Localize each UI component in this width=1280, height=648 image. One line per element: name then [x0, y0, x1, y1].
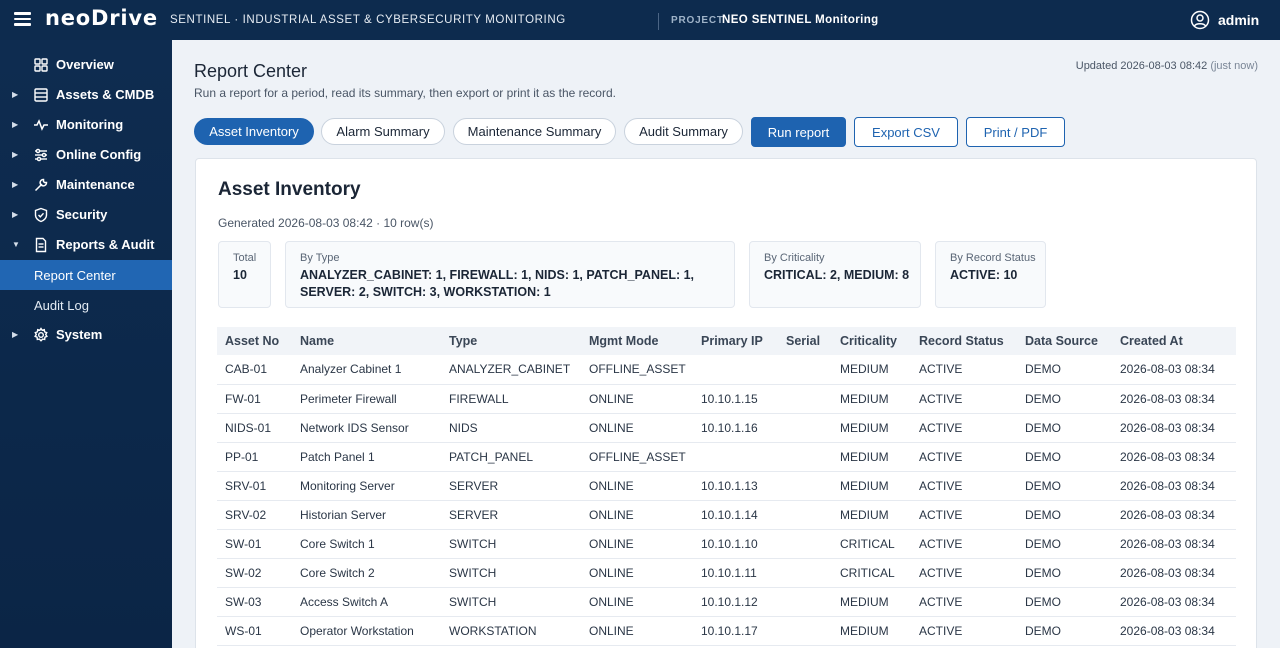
summary-by-record-status: [935, 241, 1046, 308]
table-cell: 10.10.1.12: [701, 594, 758, 609]
table-cell: [778, 587, 832, 616]
table-cell: Analyzer Cabinet 1: [300, 362, 402, 377]
table-cell: ANALYZER_CABINET: [449, 362, 571, 377]
summary-by-type: [285, 241, 735, 308]
table-row[interactable]: [217, 558, 1236, 587]
sidebar-item-overview[interactable]: [0, 50, 172, 80]
table-row[interactable]: [217, 413, 1236, 442]
caret-right-icon: ▶: [12, 210, 19, 219]
table-cell: SWITCH: [449, 594, 497, 609]
page-title: Report Center: [194, 61, 308, 81]
summary-value: CRITICAL: 2, MEDIUM: 8: [764, 268, 910, 282]
table-cell: DEMO: [1025, 565, 1061, 580]
table-cell: CAB-01: [225, 362, 268, 377]
table-cell: 2026-08-03 08:34: [1120, 362, 1215, 377]
sidebar-subitem-label: Audit Log: [34, 298, 89, 313]
table-cell: [778, 500, 832, 529]
column-header[interactable]: Created At: [1120, 334, 1183, 348]
updated-note: (just now): [1210, 60, 1258, 72]
sidebar-item-assets[interactable]: [0, 80, 172, 110]
table-cell: MEDIUM: [840, 391, 889, 406]
table-cell: DEMO: [1025, 420, 1061, 435]
column-header[interactable]: Mgmt Mode: [589, 334, 659, 348]
sliders-icon: [33, 147, 49, 163]
table-cell: ACTIVE: [919, 420, 963, 435]
table-cell: 10.10.1.10: [701, 536, 758, 551]
table-cell: PATCH_PANEL: [449, 449, 534, 464]
table-cell: DEMO: [1025, 594, 1061, 609]
column-header[interactable]: Serial: [786, 334, 821, 348]
table-cell: Monitoring Server: [300, 478, 395, 493]
column-header[interactable]: Data Source: [1025, 334, 1098, 348]
table-cell: ONLINE: [589, 420, 634, 435]
table-cell: ACTIVE: [919, 391, 963, 406]
sidebar-item-label: Security: [56, 207, 108, 222]
brand-logo[interactable]: neoDrive: [45, 6, 158, 30]
table-cell: [778, 616, 832, 645]
table-cell: ACTIVE: [919, 565, 963, 580]
table-cell: ACTIVE: [919, 623, 963, 638]
table-cell: SRV-02: [225, 507, 267, 522]
table-cell: [778, 529, 832, 558]
table-cell: Perimeter Firewall: [300, 391, 397, 406]
table-cell: OFFLINE_ASSET: [589, 362, 686, 377]
table-cell: ACTIVE: [919, 362, 963, 377]
updated-text: Updated 2026-08-03 08:42: [1075, 60, 1208, 72]
summary-total: [218, 241, 271, 308]
summary-label: By Type: [300, 252, 340, 264]
summary-value: ACTIVE: 10: [950, 268, 1018, 282]
database-icon: [33, 87, 49, 103]
table-row[interactable]: [217, 529, 1236, 558]
table-cell: [778, 558, 832, 587]
table-cell: 2026-08-03 08:34: [1120, 623, 1215, 638]
wrench-icon: [33, 177, 49, 193]
table-cell: 2026-08-03 08:34: [1120, 536, 1215, 551]
table-cell: CRITICAL: [840, 565, 895, 580]
table-cell: SW-02: [225, 565, 262, 580]
table-cell: DEMO: [1025, 362, 1061, 377]
table-cell: [778, 413, 832, 442]
column-header[interactable]: Record Status: [919, 334, 1004, 348]
summary-by-criticality: [749, 241, 921, 308]
column-header[interactable]: Criticality: [840, 334, 897, 348]
table-cell: DEMO: [1025, 478, 1061, 493]
table-cell: ONLINE: [589, 507, 634, 522]
grid-icon: [33, 57, 49, 73]
table-row[interactable]: [217, 355, 1236, 384]
table-cell: SW-03: [225, 594, 262, 609]
sidebar-subitem-audit-log[interactable]: [0, 290, 172, 320]
table-cell: 10.10.1.13: [701, 478, 758, 493]
table-cell: [693, 442, 778, 471]
table-cell: SRV-01: [225, 478, 267, 493]
tab-maintenance-summary[interactable]: Maintenance Summary: [453, 118, 616, 145]
table-cell: [693, 355, 778, 384]
tab-asset-inventory[interactable]: Asset Inventory: [194, 118, 314, 145]
caret-right-icon: ▶: [12, 330, 19, 339]
table-cell: 2026-08-03 08:34: [1120, 449, 1215, 464]
column-header[interactable]: Name: [300, 334, 335, 348]
summary-value: 10: [233, 268, 247, 282]
sidebar-item-label: Overview: [56, 57, 114, 72]
table-cell: WS-01: [225, 623, 262, 638]
user-icon: [1190, 10, 1210, 30]
sidebar-item-reports-audit[interactable]: [0, 230, 172, 260]
print-pdf-button[interactable]: Print / PDF: [966, 117, 1065, 147]
table-cell: FIREWALL: [449, 391, 509, 406]
table-cell: DEMO: [1025, 449, 1061, 464]
table-cell: DEMO: [1025, 507, 1061, 522]
caret-right-icon: ▶: [12, 120, 19, 129]
sidebar-item-label: Online Config: [56, 147, 142, 162]
table-cell: CRITICAL: [840, 536, 895, 551]
column-header[interactable]: Asset No: [225, 334, 280, 348]
table-cell: 2026-08-03 08:34: [1120, 565, 1215, 580]
table-cell: [778, 442, 832, 471]
table-cell: 2026-08-03 08:34: [1120, 420, 1215, 435]
divider: [658, 13, 659, 30]
table-cell: 10.10.1.15: [701, 391, 758, 406]
table-cell: [778, 355, 832, 384]
table-cell: WORKSTATION: [449, 623, 537, 638]
table-cell: Network IDS Sensor: [300, 420, 409, 435]
table-cell: ONLINE: [589, 391, 634, 406]
table-row[interactable]: [217, 500, 1236, 529]
table-cell: NIDS: [449, 420, 478, 435]
table-cell: Core Switch 2: [300, 565, 375, 580]
project-name[interactable]: NEO SENTINEL Monitoring: [722, 14, 879, 26]
sidebar-item-label: Reports & Audit: [56, 237, 155, 252]
sidebar-item-system[interactable]: [0, 320, 172, 350]
user-name: admin: [1218, 12, 1260, 28]
sidebar-item-maintenance[interactable]: [0, 170, 172, 200]
sidebar-subitem-label: Report Center: [34, 268, 116, 283]
table-cell: Patch Panel 1: [300, 449, 375, 464]
sidebar-item-security[interactable]: [0, 200, 172, 230]
table-row[interactable]: [217, 471, 1236, 500]
table-cell: MEDIUM: [840, 478, 889, 493]
table-cell: SERVER: [449, 507, 499, 522]
project-label: PROJECT: [671, 15, 724, 26]
updated-timestamp: [1076, 60, 1258, 72]
table-cell: Historian Server: [300, 507, 387, 522]
caret-down-icon: ▼: [12, 240, 20, 249]
table-cell: MEDIUM: [840, 420, 889, 435]
sidebar-item-online-config[interactable]: [0, 140, 172, 170]
menu-icon[interactable]: [14, 12, 31, 26]
report-table: [217, 327, 1236, 646]
table-cell: Core Switch 1: [300, 536, 375, 551]
sidebar: [0, 40, 172, 648]
report-card: [195, 158, 1257, 648]
column-header[interactable]: Type: [449, 334, 478, 348]
table-cell: ACTIVE: [919, 449, 963, 464]
table-cell: 10.10.1.16: [701, 420, 758, 435]
column-header[interactable]: Primary IP: [701, 334, 763, 348]
table-row[interactable]: [217, 442, 1236, 471]
table-cell: ACTIVE: [919, 536, 963, 551]
table-cell: SW-01: [225, 536, 262, 551]
table-cell: 2026-08-03 08:34: [1120, 507, 1215, 522]
sidebar-item-label: Monitoring: [56, 117, 124, 132]
page-description: Run a report for a period, read its summary, then export or print it as the record.: [194, 86, 616, 100]
table-cell: 2026-08-03 08:34: [1120, 478, 1215, 493]
table-cell: NIDS-01: [225, 420, 272, 435]
table-cell: MEDIUM: [840, 594, 889, 609]
table-cell: DEMO: [1025, 623, 1061, 638]
table-cell: [778, 471, 832, 500]
tab-alarm-summary[interactable]: Alarm Summary: [321, 118, 445, 145]
sidebar-item-monitoring[interactable]: [0, 110, 172, 140]
table-cell: ONLINE: [589, 478, 634, 493]
user-menu[interactable]: [1190, 10, 1259, 30]
table-row[interactable]: [217, 384, 1236, 413]
sidebar-item-label: Maintenance: [56, 177, 135, 192]
table-cell: OFFLINE_ASSET: [589, 449, 686, 464]
table-row[interactable]: [217, 616, 1236, 645]
table-body: [217, 355, 1236, 645]
top-bar: [0, 0, 1280, 40]
summary-label: Total: [233, 252, 257, 264]
table-cell: 10.10.1.14: [701, 507, 758, 522]
sidebar-item-label: System: [56, 327, 103, 342]
table-cell: FW-01: [225, 391, 261, 406]
table-cell: 2026-08-03 08:34: [1120, 594, 1215, 609]
run-report-button[interactable]: Run report: [751, 117, 846, 147]
export-csv-button[interactable]: Export CSV: [854, 117, 958, 147]
summary-label: By Record Status: [950, 252, 1036, 264]
table-cell: MEDIUM: [840, 507, 889, 522]
report-title: Asset Inventory: [218, 179, 361, 200]
table-row[interactable]: [217, 587, 1236, 616]
summary-value: ANALYZER_CABINET: 1, FIREWALL: 1, NIDS: 1, PATCH_PANEL: 1, SERVER: 2, SWITCH: 3, WORKSTATION: 1: [300, 268, 695, 299]
table-cell: DEMO: [1025, 391, 1061, 406]
caret-right-icon: ▶: [12, 180, 19, 189]
table-cell: Operator Workstation: [300, 623, 414, 638]
table-cell: ONLINE: [589, 623, 634, 638]
caret-right-icon: ▶: [12, 90, 19, 99]
table-header-row: [217, 327, 1236, 355]
report-generated: Generated 2026-08-03 08:42 · 10 row(s): [218, 216, 434, 230]
sidebar-subitem-report-center[interactable]: [0, 260, 172, 290]
pulse-icon: [33, 117, 49, 133]
sidebar-item-label: Assets & CMDB: [56, 87, 155, 102]
tab-audit-summary[interactable]: Audit Summary: [624, 118, 743, 145]
table-cell: SWITCH: [449, 536, 497, 551]
table-cell: 2026-08-03 08:34: [1120, 391, 1215, 406]
table-cell: Access Switch A: [300, 594, 389, 609]
table-cell: ONLINE: [589, 565, 634, 580]
summary-label: By Criticality: [764, 252, 825, 264]
table-cell: ONLINE: [589, 594, 634, 609]
table-cell: ACTIVE: [919, 594, 963, 609]
table-cell: MEDIUM: [840, 449, 889, 464]
shield-icon: [33, 207, 49, 223]
table-cell: SERVER: [449, 478, 499, 493]
caret-right-icon: ▶: [12, 150, 19, 159]
table-cell: ACTIVE: [919, 478, 963, 493]
gear-icon: [33, 327, 49, 343]
table-cell: [778, 384, 832, 413]
table-cell: PP-01: [225, 449, 259, 464]
app-subtitle: SENTINEL · INDUSTRIAL ASSET & CYBERSECURITY MONITORING: [170, 14, 566, 26]
table-cell: ONLINE: [589, 536, 634, 551]
table-cell: MEDIUM: [840, 623, 889, 638]
table-cell: ACTIVE: [919, 507, 963, 522]
table-cell: 10.10.1.11: [701, 565, 757, 580]
table-cell: SWITCH: [449, 565, 497, 580]
table-cell: 10.10.1.17: [701, 623, 758, 638]
table-cell: MEDIUM: [840, 362, 889, 377]
document-icon: [33, 237, 49, 253]
table-cell: DEMO: [1025, 536, 1061, 551]
